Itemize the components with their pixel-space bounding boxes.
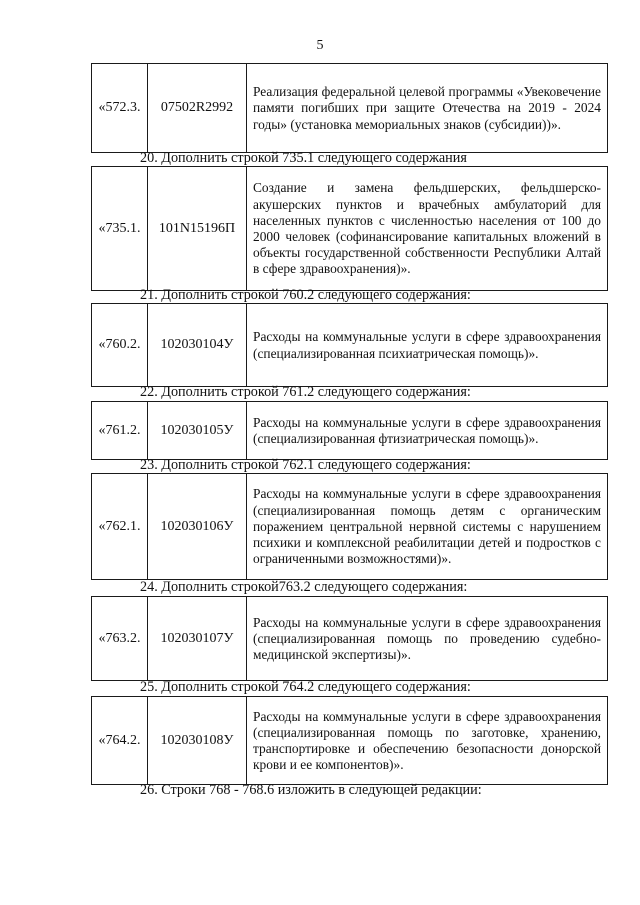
row-code: 101N15196П [148,167,247,290]
table-row-572-3 [91,63,608,153]
instruction-26: 26. Строки 768 - 768.6 изложить в следующей редакции: [140,782,482,798]
row-text: Расходы на коммунальные услуги в сфере здравоохранения (специализированная фтизиатрическая помощь)». [253,414,601,446]
table-row-761-2 [91,401,608,460]
row-number: «735.1. [92,167,148,290]
row-number: «763.2. [92,597,148,680]
instruction-20: 20. Дополнить строкой 735.1 следующего содержания [140,150,467,166]
row-code: 102030108У [148,697,247,784]
page-number: 5 [316,38,324,53]
row-number: «761.2. [92,402,148,459]
instruction-21: 21. Дополнить строкой 760.2 следующего содержания: [140,287,471,303]
instruction-24: 24. Дополнить строкой763.2 следующего содержания: [140,579,468,595]
row-text: Расходы на коммунальные услуги в сфере здравоохранения (специализированная помощь по проведению судебно-медицинской экспертизы)». [253,614,601,663]
row-code: 102030106У [148,474,247,579]
row-number: «572.3. [92,64,148,152]
row-code: 102030105У [148,402,247,459]
row-text: Расходы на коммунальные услуги в сфере здравоохранения (специализированная психиатрическая помощь)». [253,329,601,361]
table-row-760-2 [91,303,608,387]
row-number: «762.1. [92,474,148,579]
row-code: 102030104У [148,304,247,386]
table-row-735-1 [91,166,608,291]
table-row-764-2 [91,696,608,785]
row-text: Создание и замена фельдшерских, фельдшерско-акушерских пунктов и врачебных амбулаторий для населенных пунктов с численностью населения от 100 до 2000 человек (софинансирование капитальных вложений в объекты государственной собственности Республики Алтай в сфере здравоохранения)». [253,180,601,277]
table-row-763-2 [91,596,608,681]
row-text: Расходы на коммунальные услуги в сфере здравоохранения (специализированная помощь детям с органическим поражением центральной нервной системы с нарушением психики и комплексной реабилитации детей и подростков с ограниченными возможностями)». [253,486,601,567]
instruction-25: 25. Дополнить строкой 764.2 следующего содержания: [140,679,471,695]
row-number: «764.2. [92,697,148,784]
table-row-762-1 [91,473,608,580]
instruction-22: 22. Дополнить строкой 761.2 следующего содержания: [140,384,471,400]
instruction-23: 23. Дополнить строкой 762.1 следующего содержания: [140,457,471,473]
row-code: 102030107У [148,597,247,680]
row-text: Реализация федеральной целевой программы «Увековечение памяти погибших при защите Отечества на 2019 - 2024 годы» (установка мемориальных знаков (субсидии))». [253,84,601,132]
row-number: «760.2. [92,304,148,386]
row-code: 07502R2992 [148,64,247,152]
row-text: Расходы на коммунальные услуги в сфере здравоохранения (специализированная помощь по заготовке, хранению, транспортировке и обеспечению безопасности донорской крови и ее компонентов)». [253,708,601,773]
